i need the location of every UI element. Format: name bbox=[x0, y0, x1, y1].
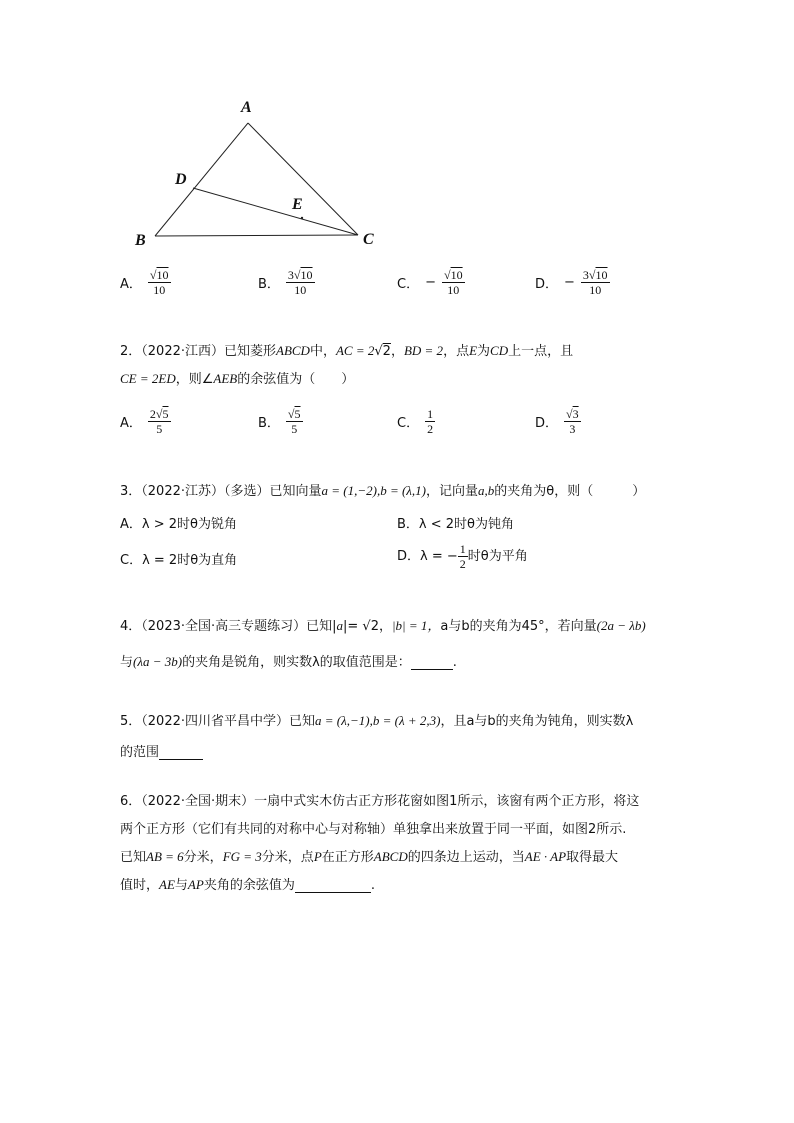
q3-option-b[interactable]: B．λ < 2时θ为钝角 bbox=[397, 517, 514, 532]
q5-line-2: 的范围 bbox=[120, 741, 203, 760]
triangle-figure bbox=[0, 0, 794, 260]
label-e: E bbox=[292, 196, 303, 213]
label-b: B bbox=[135, 232, 146, 249]
q2-option-b[interactable] bbox=[258, 407, 303, 436]
option-letter: D． bbox=[535, 416, 559, 431]
fraction: $\frac{2√5}{5}$ bbox=[149, 407, 169, 436]
point-e bbox=[301, 217, 303, 219]
label-c: C bbox=[363, 231, 374, 248]
option-letter: C． bbox=[397, 277, 420, 292]
label-a: A bbox=[241, 99, 252, 116]
edge-bc bbox=[155, 235, 358, 236]
fraction: $\frac{√5}{5}$ bbox=[287, 407, 301, 436]
q6-line-2: 两个正方形（它们有共同的对称中心与对称轴）单独拿出来放置于同一平面，如图2所示. bbox=[120, 822, 627, 837]
option-letter: D． bbox=[535, 277, 559, 292]
q1-option-c[interactable] bbox=[397, 268, 465, 297]
q2-option-c[interactable] bbox=[397, 407, 435, 436]
q6-line-4: 值时，AE与AP夹角的余弦值为 . bbox=[120, 877, 375, 893]
option-letter: A． bbox=[120, 416, 142, 431]
q6-line-1: 6．（2022·全国·期末）一扇中式实木仿古正方形花窗如图1所示，该窗有两个正方形，将这 bbox=[120, 794, 640, 809]
fraction: $\frac{3√10}{10}$ bbox=[287, 268, 313, 297]
q3-option-c[interactable]: C．λ = 2时θ为直角 bbox=[120, 553, 238, 568]
q1-option-a[interactable] bbox=[120, 268, 171, 297]
q1-option-d[interactable] bbox=[535, 268, 610, 297]
q3-stem: 3．（2022·江苏）（多选）已知向量a = (1,−2),b = (λ,1)，记向量a,b的夹角为θ，则（ ） bbox=[120, 483, 646, 499]
answer-blank[interactable] bbox=[159, 745, 203, 760]
option-letter: B． bbox=[258, 416, 280, 431]
minus-sign: − bbox=[564, 275, 575, 290]
q2-line-1: 2．（2022·江西）已知菱形ABCD中，AC = 2√2，BD = 2，点E为CD上一点，且 bbox=[120, 343, 574, 359]
q4-line-2: 与(λa − 3b)的夹角是锐角，则实数λ的取值范围是： . bbox=[120, 654, 457, 670]
q6-line-3: 已知AB = 6分米，FG = 3分米，点P在正方形ABCD的四条边上运动，当AE · AP取得最大 bbox=[120, 849, 619, 865]
option-letter: A． bbox=[120, 277, 142, 292]
label-d: D bbox=[175, 171, 187, 188]
answer-blank[interactable] bbox=[411, 655, 453, 670]
q5-line-1: 5．（2022·四川省平昌中学）已知a = (λ,−1),b = (λ + 2,3)，且a与b的夹角为钝角，则实数λ bbox=[120, 713, 634, 729]
fraction: $\frac{√3}{3}$ bbox=[566, 407, 579, 436]
q4-line-1: 4．（2023·全国·高三专题练习）已知|a|= √2，|b| = 1，a与b的夹角为45°，若向量(2a − λb) bbox=[120, 618, 646, 634]
q2-option-d[interactable] bbox=[535, 407, 581, 436]
option-letter: B． bbox=[258, 277, 280, 292]
q1-option-b[interactable] bbox=[258, 268, 315, 297]
q2-option-a[interactable] bbox=[120, 407, 171, 436]
fraction: $\frac{√10}{10}$ bbox=[443, 268, 463, 297]
segment-dc bbox=[193, 188, 358, 235]
option-letter: C． bbox=[397, 416, 420, 431]
q2-line-2: CE = 2ED，则∠AEB的余弦值为（ ） bbox=[120, 371, 355, 387]
answer-blank[interactable] bbox=[295, 878, 371, 893]
fraction: $\frac{1}{2}$ bbox=[427, 407, 434, 436]
fraction: $\frac{3√10}{10}$ bbox=[582, 268, 608, 297]
q3-option-d[interactable]: D．λ = − $\frac{1}{2}$ 时θ为平角 bbox=[397, 542, 528, 571]
edge-ab bbox=[155, 123, 248, 236]
fraction: $\frac{√10}{10}$ bbox=[149, 268, 169, 297]
minus-sign: − bbox=[425, 275, 436, 290]
fraction: $\frac{1}{2}$ bbox=[459, 542, 466, 571]
q3-option-a[interactable]: A．λ > 2时θ为锐角 bbox=[120, 517, 237, 532]
